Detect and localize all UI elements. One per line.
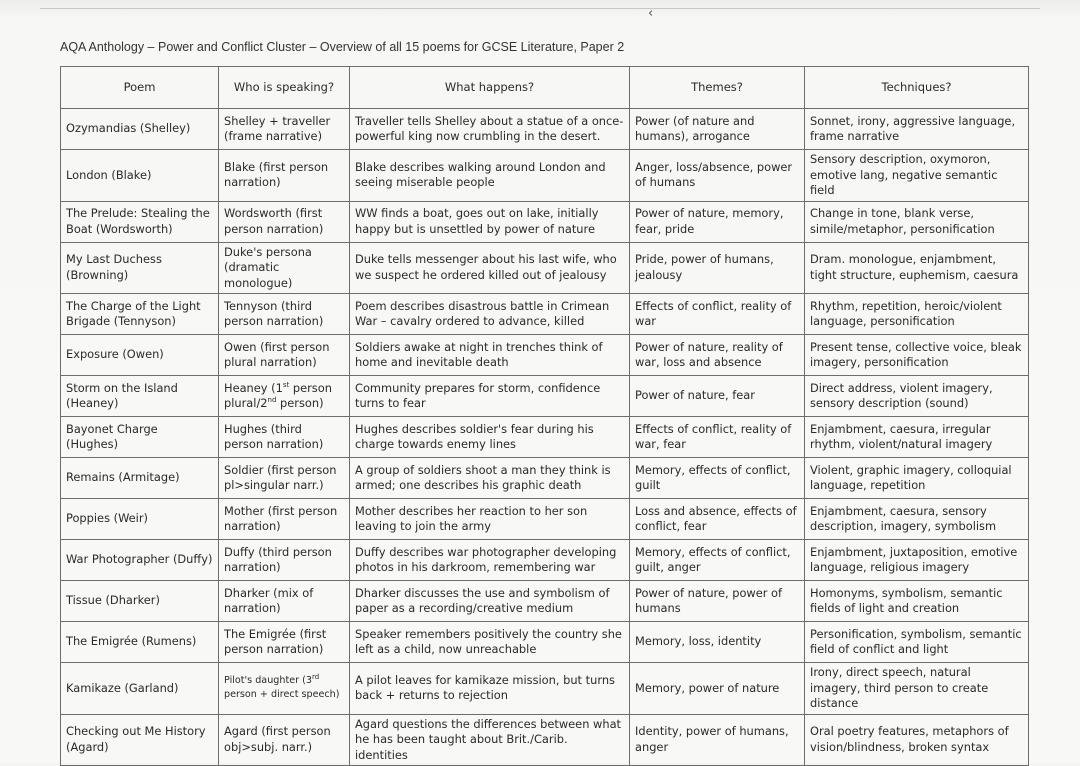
superscript: st <box>282 380 290 389</box>
table-row <box>61 417 1029 458</box>
speaker-cell: Duke's persona (dramatic monologue) <box>219 242 350 294</box>
what-happens-cell: Dharker discusses the use and symbolism of paper as a recording/creative medium <box>350 581 630 622</box>
themes-cell: Pride, power of humans, jealousy <box>630 242 805 294</box>
speaker-cell <box>219 663 350 715</box>
speaker-cell: The Emigrée (first person narration) <box>219 622 350 663</box>
techniques-cell: Direct address, violent imagery, sensory description (sound) <box>805 376 1029 417</box>
speaker-cell: Hughes (third person narration) <box>219 417 350 458</box>
what-happens-cell: Poem describes disastrous battle in Crimean War – cavalry ordered to advance, killed <box>350 294 630 335</box>
speaker-cell: Shelley + traveller (frame narrative) <box>219 109 350 150</box>
speaker-text: Pilot's daughter (3 <box>224 675 312 687</box>
what-happens-cell: WW finds a boat, goes out on lake, initially happy but is unsettled by power of nature <box>350 201 630 242</box>
table-row <box>61 335 1029 376</box>
techniques-cell: Enjambment, caesura, irregular rhythm, violent/natural imagery <box>805 417 1029 458</box>
speaker-cell: Blake (first person narration) <box>219 150 350 202</box>
poem-cell: War Photographer (Duffy) <box>61 540 219 581</box>
speaker-text: Heaney (1 <box>224 380 283 395</box>
techniques-cell: Change in tone, blank verse, simile/metaphor, personification <box>805 201 1029 242</box>
column-header-speaker: Who is speaking? <box>219 67 350 109</box>
pen-mark: ‹ <box>648 6 654 21</box>
speaker-cell: Dharker (mix of narration) <box>219 581 350 622</box>
what-happens-cell: Duke tells messenger about his last wife, who we suspect he ordered killed out of jealousy <box>350 242 630 294</box>
what-happens-cell: Hughes describes soldier's fear during his charge towards enemy lines <box>350 417 630 458</box>
speaker-text: person) <box>276 396 324 410</box>
themes-cell: Identity, power of humans, anger <box>630 714 805 766</box>
speaker-cell: Mother (first person narration) <box>219 499 350 540</box>
superscript: rd <box>311 673 320 682</box>
superscript: nd <box>267 396 277 405</box>
what-happens-cell: A group of soldiers shoot a man they think is armed; one describes his graphic death <box>350 458 630 499</box>
themes-cell: Effects of conflict, reality of war <box>630 294 805 335</box>
themes-cell: Power of nature, memory, fear, pride <box>630 201 805 242</box>
poem-cell: London (Blake) <box>61 150 219 202</box>
themes-cell: Memory, effects of conflict, guilt, anger <box>630 540 805 581</box>
speaker-cell: Tennyson (third person narration) <box>219 294 350 335</box>
techniques-cell: Enjambment, juxtaposition, emotive language, religious imagery <box>805 540 1029 581</box>
themes-cell: Power of nature, fear <box>630 376 805 417</box>
techniques-cell: Violent, graphic imagery, colloquial language, repetition <box>805 458 1029 499</box>
techniques-cell: Dram. monologue, enjambment, tight structure, euphemism, caesura <box>805 242 1029 294</box>
table-row <box>61 294 1029 335</box>
themes-cell: Memory, loss, identity <box>630 622 805 663</box>
themes-cell: Effects of conflict, reality of war, fear <box>630 417 805 458</box>
themes-cell: Power of nature, power of humans <box>630 581 805 622</box>
what-happens-cell: A pilot leaves for kamikaze mission, but turns back + returns to rejection <box>350 663 630 715</box>
table-row <box>61 581 1029 622</box>
table-row <box>61 242 1029 294</box>
speaker-cell: Soldier (first person pl>singular narr.) <box>219 458 350 499</box>
column-header-what-happens: What happens? <box>350 67 630 109</box>
themes-cell: Anger, loss/absence, power of humans <box>630 150 805 202</box>
themes-cell: Memory, effects of conflict, guilt <box>630 458 805 499</box>
column-header-techniques: Techniques? <box>805 67 1029 109</box>
techniques-cell: Sensory description, oxymoron, emotive lang, negative semantic field <box>805 150 1029 202</box>
speaker-cell: Duffy (third person narration) <box>219 540 350 581</box>
what-happens-cell: Blake describes walking around London and seeing miserable people <box>350 150 630 202</box>
table-row <box>61 376 1029 417</box>
speaker-cell: Agard (first person obj>subj. narr.) <box>219 714 350 766</box>
themes-cell: Power of nature, reality of war, loss and absence <box>630 335 805 376</box>
techniques-cell: Present tense, collective voice, bleak imagery, personification <box>805 335 1029 376</box>
table-row <box>61 150 1029 202</box>
poem-cell: The Emigrée (Rumens) <box>61 622 219 663</box>
what-happens-cell: Mother describes her reaction to her son leaving to join the army <box>350 499 630 540</box>
scan-edge-line <box>40 8 1040 9</box>
techniques-cell: Irony, direct speech, natural imagery, third person to create distance <box>805 663 1029 715</box>
poem-cell: The Prelude: Stealing the Boat (Wordsworth) <box>61 201 219 242</box>
techniques-cell: Homonyms, symbolism, semantic fields of light and creation <box>805 581 1029 622</box>
poem-cell: Checking out Me History (Agard) <box>61 714 219 766</box>
column-header-themes: Themes? <box>630 67 805 109</box>
table-row <box>61 714 1029 766</box>
speaker-text: person plural/2 <box>224 380 332 410</box>
poem-cell: Storm on the Island (Heaney) <box>61 376 219 417</box>
themes-cell: Power (of nature and humans), arrogance <box>630 109 805 150</box>
what-happens-cell: Duffy describes war photographer developing photos in his darkroom, remembering war <box>350 540 630 581</box>
table-row <box>61 663 1029 715</box>
techniques-cell: Oral poetry features, metaphors of vision/blindness, broken syntax <box>805 714 1029 766</box>
speaker-text: person + direct speech) <box>224 689 340 701</box>
techniques-cell: Enjambment, caesura, sensory description, imagery, symbolism <box>805 499 1029 540</box>
themes-cell: Memory, power of nature <box>630 663 805 715</box>
speaker-cell: Wordsworth (first person narration) <box>219 201 350 242</box>
speaker-cell <box>219 376 350 417</box>
poem-cell: The Charge of the Light Brigade (Tennyson) <box>61 294 219 335</box>
poem-cell: Exposure (Owen) <box>61 335 219 376</box>
poem-cell: Ozymandias (Shelley) <box>61 109 219 150</box>
techniques-cell: Personification, symbolism, semantic field of conflict and light <box>805 622 1029 663</box>
table-row <box>61 109 1029 150</box>
poem-cell: Bayonet Charge (Hughes) <box>61 417 219 458</box>
what-happens-cell: Agard questions the differences between what he has been taught about Brit./Carib. identities <box>350 714 630 766</box>
table-row <box>61 201 1029 242</box>
table-header-row <box>61 67 1029 109</box>
page-title: AQA Anthology – Power and Conflict Cluster – Overview of all 15 poems for GCSE Literature, Paper 2 <box>60 40 625 54</box>
poem-cell: Remains (Armitage) <box>61 458 219 499</box>
speaker-cell: Owen (first person plural narration) <box>219 335 350 376</box>
poems-overview-table <box>60 66 1029 766</box>
table-row <box>61 540 1029 581</box>
table-row <box>61 458 1029 499</box>
what-happens-cell: Traveller tells Shelley about a statue of a once-powerful king now crumbling in the desert. <box>350 109 630 150</box>
poem-cell: My Last Duchess (Browning) <box>61 242 219 294</box>
table-row <box>61 622 1029 663</box>
poem-cell: Tissue (Dharker) <box>61 581 219 622</box>
techniques-cell: Sonnet, irony, aggressive language, frame narrative <box>805 109 1029 150</box>
poem-cell: Kamikaze (Garland) <box>61 663 219 715</box>
poem-cell: Poppies (Weir) <box>61 499 219 540</box>
what-happens-cell: Speaker remembers positively the country she left as a child, now unreachable <box>350 622 630 663</box>
table-row <box>61 499 1029 540</box>
techniques-cell: Rhythm, repetition, heroic/violent language, personification <box>805 294 1029 335</box>
themes-cell: Loss and absence, effects of conflict, fear <box>630 499 805 540</box>
what-happens-cell: Community prepares for storm, confidence turns to fear <box>350 376 630 417</box>
column-header-poem: Poem <box>61 67 219 109</box>
what-happens-cell: Soldiers awake at night in trenches think of home and inevitable death <box>350 335 630 376</box>
